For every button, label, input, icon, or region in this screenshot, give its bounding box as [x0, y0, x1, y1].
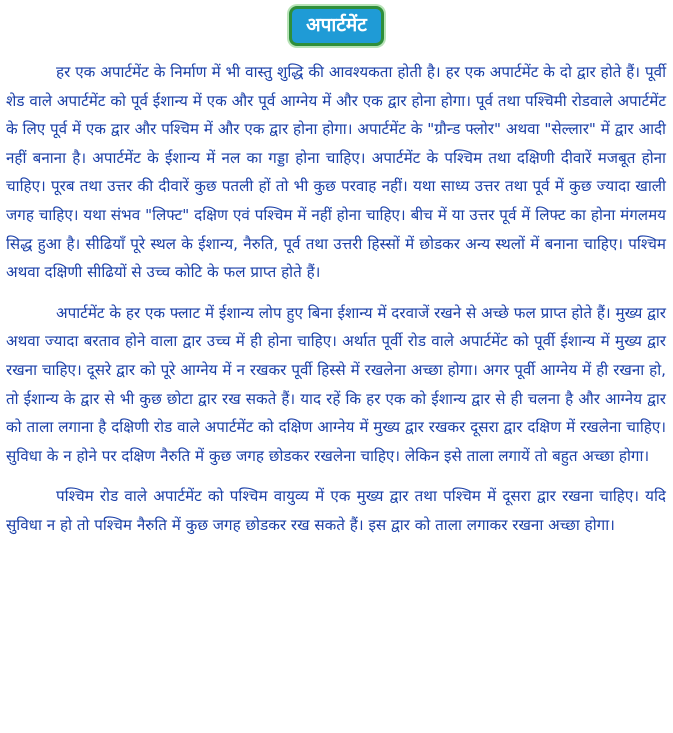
page-title: अपार्टमेंट [289, 6, 384, 46]
document-body [6, 58, 666, 552]
paragraph-1: हर एक अपार्टमेंट के निर्माण में भी वास्तु शुद्धि की आवश्यकता होती है। हर एक अपार्टमेंट के दो द्वार होते हैं। पूर्वी शेड वाले अपार्टमेंट को पूर्व ईशान्य में एक और पूर्व आग्नेय में और एक द्वार होना होगा। पूर्व तथा पश्चिमी रोडवाले अपार्टमेंट के लिए पूर्व में एक द्वार और पश्चिम में और एक द्वार होना होगा। अपार्टमेंट के "ग्रौन्ड फ्लोर" अथवा "सेल्लार" में द्वार आदी नहीं बनाना है। अपार्टमेंट के ईशान्य में नल का गड्डा होना चाहिए। अपार्टमेंट के पश्चिम तथा दक्षिणी दीवारें मजबूत होना चाहिए। पूरब तथा उत्तर की दीवारें कुछ पतली हों तो भी कुछ परवाह नहीं। यथा साध्य उत्तर तथा पूर्व में कुछ ज्यादा खाली जगह चाहिए। यथा संभव "लिफ्ट" दक्षिण एवं पश्चिम में नहीं होना चाहिए। बीच में या उत्तर पूर्व में लिफ्ट का होना मंगलमय सिद्ध हुआ है। सीढियाँ पूरे स्थल के ईशान्य, नैरुति, पूर्व तथा उत्तरी हिस्सों में छोडकर अन्य स्थलों में बनाना चाहिए। पश्चिम अथवा दक्षिणी सीढियों से उच्च कोटि के फल प्राप्त होते हैं। [6, 63, 666, 282]
paragraph-2: अपार्टमेंट के हर एक फ्लाट में ईशान्य लोप हुए बिना ईशान्य में दरवाजें रखने से अच्छे फल प्राप्त होते हैं। मुख्य द्वार अथवा ज्यादा बरताव होने वाला द्वार उच्च में ही होना चाहिए। अर्थात पूर्वी रोड वाले अपार्टमेंट को पूर्वी ईशान्य में मुख्य द्वार रखना चाहिए। दूसरे द्वार को पूरे आग्नेय में न रखकर पूर्वी हिस्से में रखलेना अच्छा होगा। अगर पूर्वी आग्नेय में ही रखना हो, तो ईशान्य के द्वार से भी कुछ छोटा द्वार रख सकते हैं। याद रहें कि हर एक को ईशान्य द्वार से ही चलना है और आग्नेय द्वार को ताला लगाना है दक्षिणी रोड वाले अपार्टमेंट को दक्षिण आग्नेय में मुख्य द्वार रखकर दूसरा द्वार दक्षिण में रखलेना चाहिए। सुविधा के न होने पर दक्षिण नैरुति में कुछ जगह छोडकर रखलेना चाहिए। लेकिन इसे ताला लगायें तो बहुत अच्छा होगा। [6, 303, 666, 465]
paragraph-3: पश्चिम रोड वाले अपार्टमेंट को पश्चिम वायुव्य में एक मुख्य द्वार तथा पश्चिम में दूसरा द्वार रखना चाहिए। यदि सुविधा न हो तो पश्चिम नैरुति में कुछ जगह छोडकर रख सकते हैं। इस द्वार को ताला लगाकर रखना अच्छा होगा। [6, 487, 666, 534]
title-container [0, 6, 673, 46]
